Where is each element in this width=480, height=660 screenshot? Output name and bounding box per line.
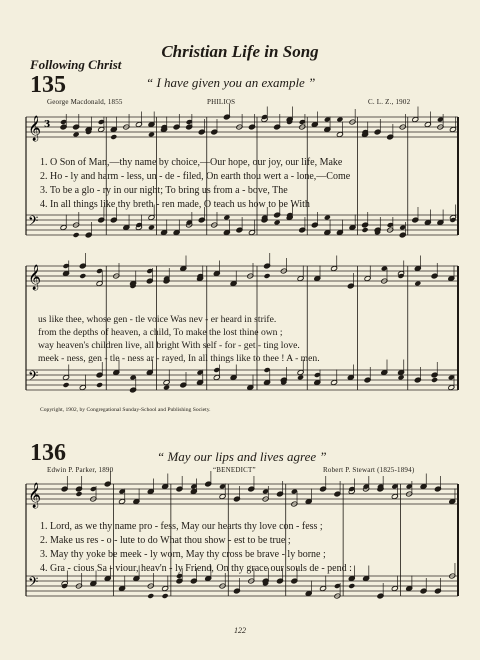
hymn-number: 135 xyxy=(30,72,66,98)
note-head xyxy=(274,220,281,226)
note-head xyxy=(297,375,304,381)
lyric-line: from the depths of heaven, a child, To make the lost thine own ; xyxy=(38,327,283,338)
page-number: 122 xyxy=(234,626,246,635)
note-head xyxy=(362,227,369,233)
note-head xyxy=(147,593,154,599)
note-head xyxy=(163,385,170,391)
section-heading: Following Christ xyxy=(30,57,122,72)
note-head xyxy=(162,593,169,599)
tune-name: PHILIOS xyxy=(207,98,236,106)
note-head xyxy=(75,491,82,497)
music-credit: C. L. Z., 1902 xyxy=(368,98,411,106)
lyric-line: 1. O Son of Man,—thy name by choice,—Our hope, our joy, our life, Make xyxy=(40,157,343,168)
note-head xyxy=(110,134,117,140)
lyric-line: us like thee, whose gen - tle voice Was nev - er heard in strife. xyxy=(38,314,277,325)
words-credit: George Macdonald, 1855 xyxy=(47,98,123,106)
words-credit: Edwin P. Parker, 1890 xyxy=(47,466,114,474)
lyric-line: 2. Make us res - o - lute to do What thou show - est to be true ; xyxy=(40,535,291,546)
lyric-line: meek - ness, gen - tle - ness ar - rayed, In all things like to thee ! A - men. xyxy=(38,353,320,364)
lyric-line: 1. Lord, as we thy name pro - fess, May our hearts thy love con - fess ; xyxy=(40,521,323,532)
hymn-number: 136 xyxy=(30,440,66,466)
bass-clef: 𝄢 xyxy=(28,213,39,232)
note-head xyxy=(431,377,438,383)
treble-clef: 𝄞 xyxy=(28,483,42,508)
note-head xyxy=(96,382,103,388)
note-head xyxy=(348,583,355,589)
hymn-subtitle: “ I have given you an example ” xyxy=(146,75,316,90)
treble-clef: 𝄞 xyxy=(28,116,42,141)
note-head xyxy=(148,132,155,138)
note-head xyxy=(148,225,155,231)
lyric-line: 4. Gra - cious Sa - viour, heav'n - ly Friend, On thy grace our souls de - pend : xyxy=(40,563,352,574)
note-head xyxy=(398,375,405,381)
lyric-line: 4. In all things like thy breth - ren made, O teach us how to be With xyxy=(40,199,310,210)
lyric-line: 3. May thy yoke be meek - ly worn, May thy cross be brave - ly borne ; xyxy=(40,549,326,560)
running-title: Christian Life in Song xyxy=(161,42,319,61)
bass-clef: 𝄢 xyxy=(28,368,39,387)
note-head xyxy=(73,132,80,138)
bass-clef: 𝄢 xyxy=(28,574,39,593)
hymn-subtitle: “ May our lips and lives agree ” xyxy=(157,449,327,464)
tune-name: “BENEDICT” xyxy=(213,466,256,474)
note-head xyxy=(414,281,421,287)
note-head xyxy=(73,232,80,238)
copyright-notice: Copyright, 1902, by Congregational Sunday-School and Publishing Society. xyxy=(40,407,211,413)
treble-clef: 𝄞 xyxy=(28,265,42,290)
note-head xyxy=(63,382,70,388)
time-signature: 3 xyxy=(44,120,51,130)
music-credit: Robert P. Stewart (1825-1894) xyxy=(323,466,415,474)
lyric-line: way heaven's children live, all bright With self - for - get - ting love. xyxy=(38,340,300,351)
lyric-line: 3. To be a glo - ry in our night; To bring us from a - bove, The xyxy=(40,185,288,196)
note-head xyxy=(264,273,271,279)
note-head xyxy=(79,273,86,279)
lyric-line: 2. Ho - ly and harm - less, un - de - filed, On earth thou wert a - lone,—Come xyxy=(40,171,351,182)
